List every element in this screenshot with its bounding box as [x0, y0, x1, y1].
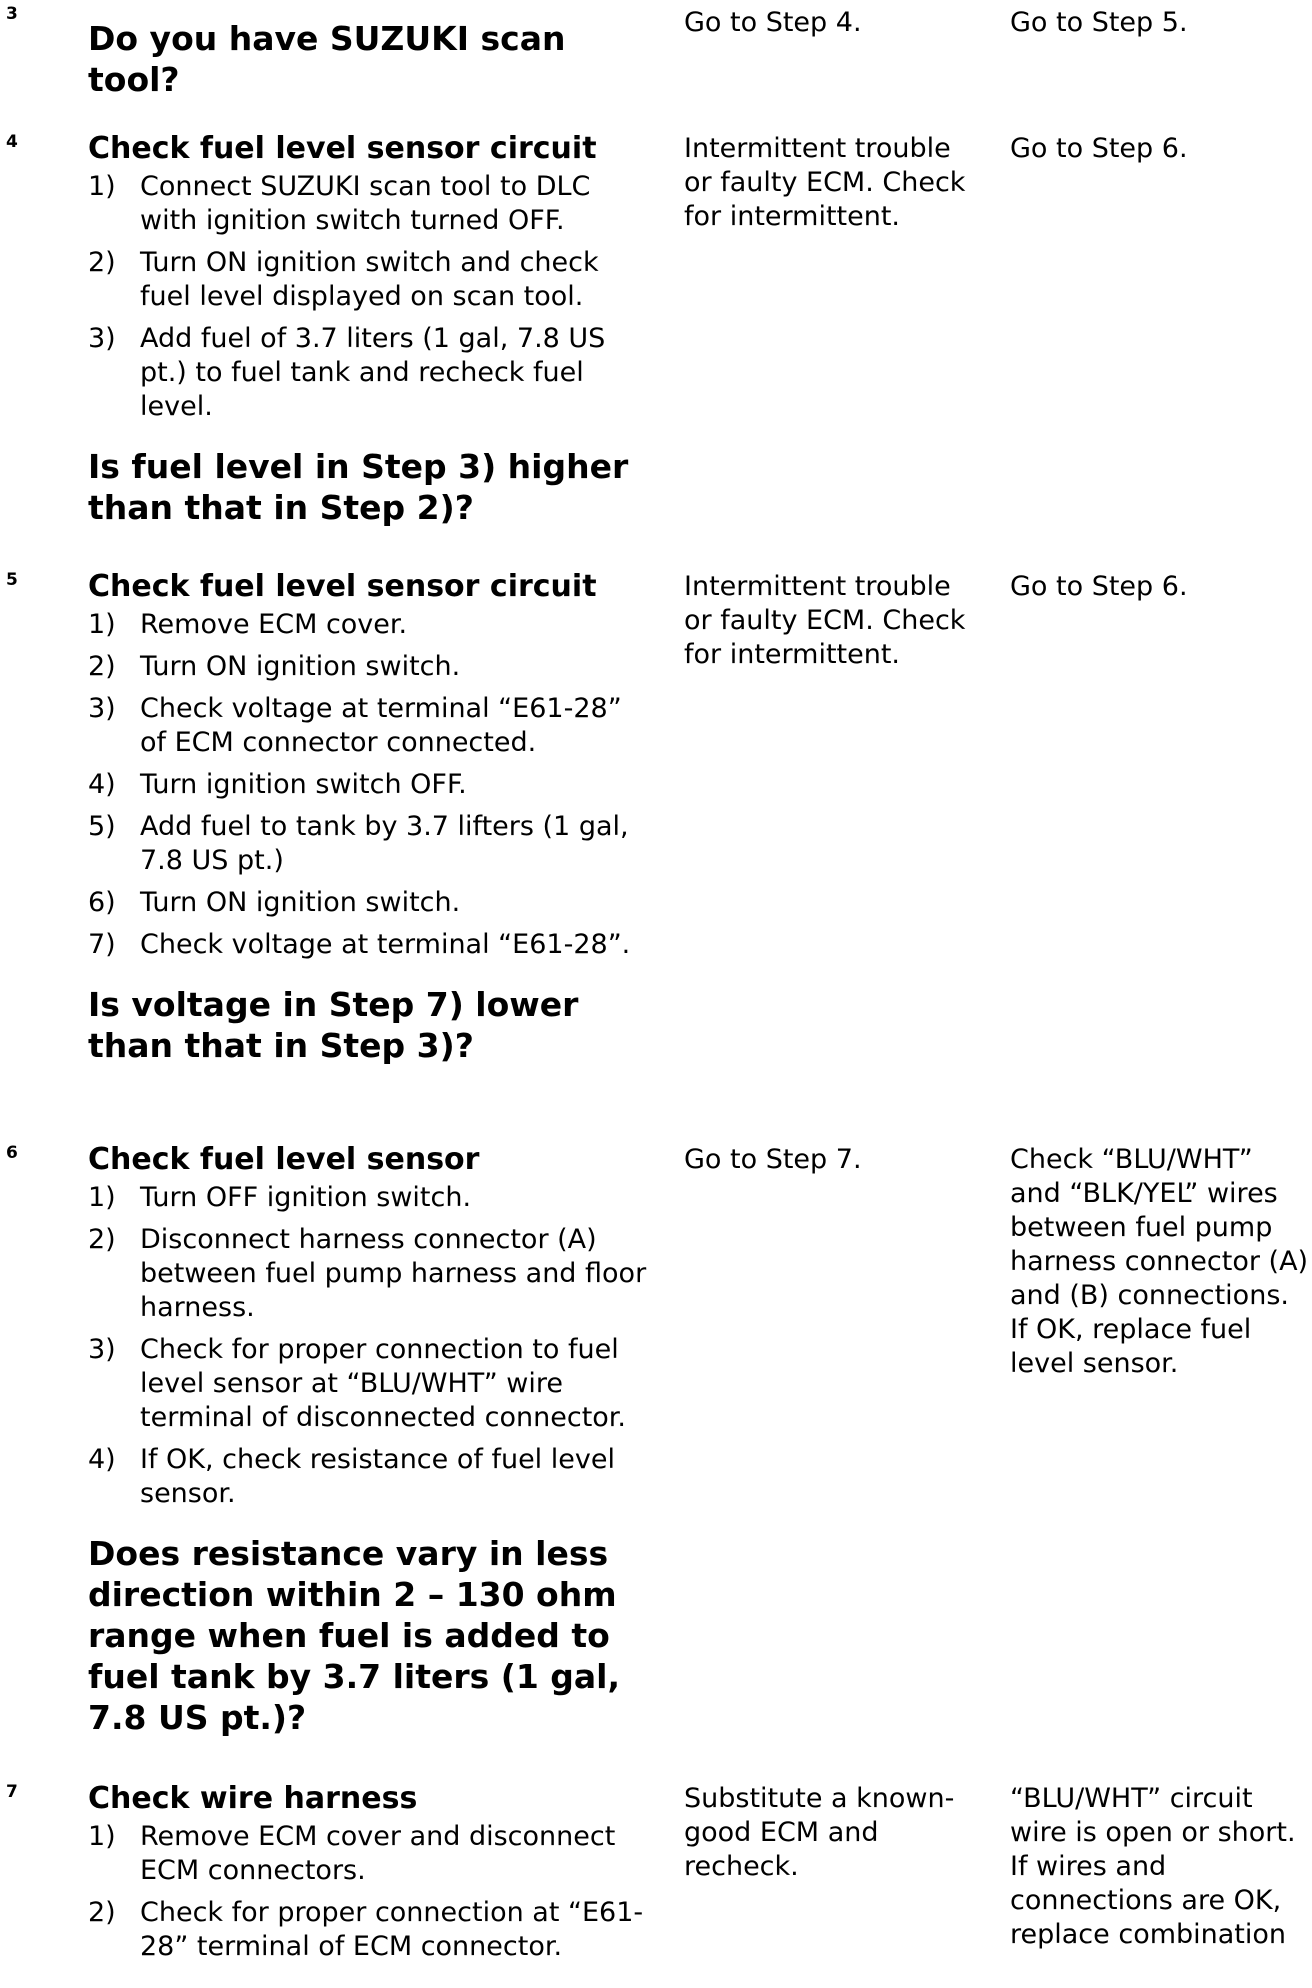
instruction-item: 1) Remove ECM cover. — [88, 609, 408, 640]
step-question: Is fuel level in Step 3) higher than that in Step 2)? — [88, 447, 629, 527]
step-instructions — [88, 608, 648, 962]
no-result: Check “BLU/WHT” and “BLK/YEL” wires between fuel pump harness connector (A) and (B) connections. If OK, replace fuel level sensor. — [1010, 1144, 1309, 1379]
no-result: Go to Step 6. — [1010, 571, 1188, 602]
yes-result: Intermittent trouble or faulty ECM. Check for intermittent. — [684, 133, 966, 232]
step-question-heading: Do you have SUZUKI scan tool? — [88, 19, 566, 99]
yes-result: Intermittent trouble or faulty ECM. Check for intermittent. — [684, 571, 966, 670]
step-heading: Check fuel level sensor circuit — [88, 569, 597, 604]
no-result: Go to Step 5. — [1010, 7, 1188, 38]
instruction-item: 6) Turn ON ignition switch. — [88, 887, 461, 918]
yes-result: Go to Step 4. — [684, 7, 862, 38]
instruction-item: 2) Turn ON ignition switch. — [88, 651, 461, 682]
instruction-item: 2) Turn ON ignition switch and check fuel level displayed on scan tool. — [88, 247, 599, 312]
step-action — [88, 1143, 648, 1738]
instruction-item: 5) Add fuel to tank by 3.7 lifters (1 gal, 7.8 US pt.) — [88, 811, 629, 876]
step-heading: Check fuel level sensor — [88, 1142, 480, 1177]
step-action — [88, 1782, 648, 1972]
step-number: 7 — [6, 1782, 18, 1802]
instruction-item: 1) Remove ECM cover and disconnect ECM connectors. — [88, 1821, 616, 1886]
instruction-item: 1) Turn OFF ignition switch. — [88, 1182, 472, 1213]
no-result: “BLU/WHT” circuit wire is open or short. If wires and connections are OK, replace combination — [1010, 1783, 1296, 1950]
step-action — [88, 570, 648, 1066]
step-heading: Check wire harness — [88, 1781, 418, 1816]
step-instructions — [88, 1181, 648, 1511]
instruction-item: 2) Disconnect harness connector (A) between fuel pump harness and floor harness. — [88, 1224, 647, 1323]
instruction-item: 4) If OK, check resistance of fuel level sensor. — [88, 1444, 615, 1509]
step-number: 4 — [6, 132, 18, 152]
step-number: 5 — [6, 570, 18, 590]
step-instructions — [88, 170, 648, 424]
step-action — [88, 18, 648, 100]
instruction-item: 3) Add fuel of 3.7 liters (1 gal, 7.8 US pt.) to fuel tank and recheck fuel level. — [88, 323, 606, 422]
instruction-item: 1) Connect SUZUKI scan tool to DLC with ignition switch turned OFF. — [88, 171, 591, 236]
step-heading: Check fuel level sensor circuit — [88, 131, 597, 166]
instruction-item: 3) Check voltage at terminal “E61-28” of ECM connector connected. — [88, 693, 622, 758]
yes-result: Go to Step 7. — [684, 1144, 862, 1175]
step-question: Is voltage in Step 7) lower than that in Step 3)? — [88, 985, 579, 1065]
yes-result: Substitute a known-good ECM and recheck. — [684, 1783, 955, 1882]
instruction-item: 4) Turn ignition switch OFF. — [88, 769, 467, 800]
step-action — [88, 132, 648, 528]
no-result: Go to Step 6. — [1010, 133, 1188, 164]
step-question: Does resistance vary in less direction within 2 – 130 ohm range when fuel is added to fuel tank by 3.7 liters (1 gal, 7.8 US pt.)? — [88, 1534, 621, 1737]
instruction-item: 3) Check for proper connection to fuel level sensor at “BLU/WHT” wire terminal of disconnected connector. — [88, 1334, 626, 1433]
step-instructions — [88, 1820, 648, 1964]
instruction-item: 7) Check voltage at terminal “E61-28”. — [88, 929, 631, 960]
step-number: 3 — [6, 4, 18, 24]
instruction-item: 2) Check for proper connection at “E61-28” terminal of ECM connector. — [88, 1897, 644, 1962]
step-number: 6 — [6, 1143, 18, 1163]
